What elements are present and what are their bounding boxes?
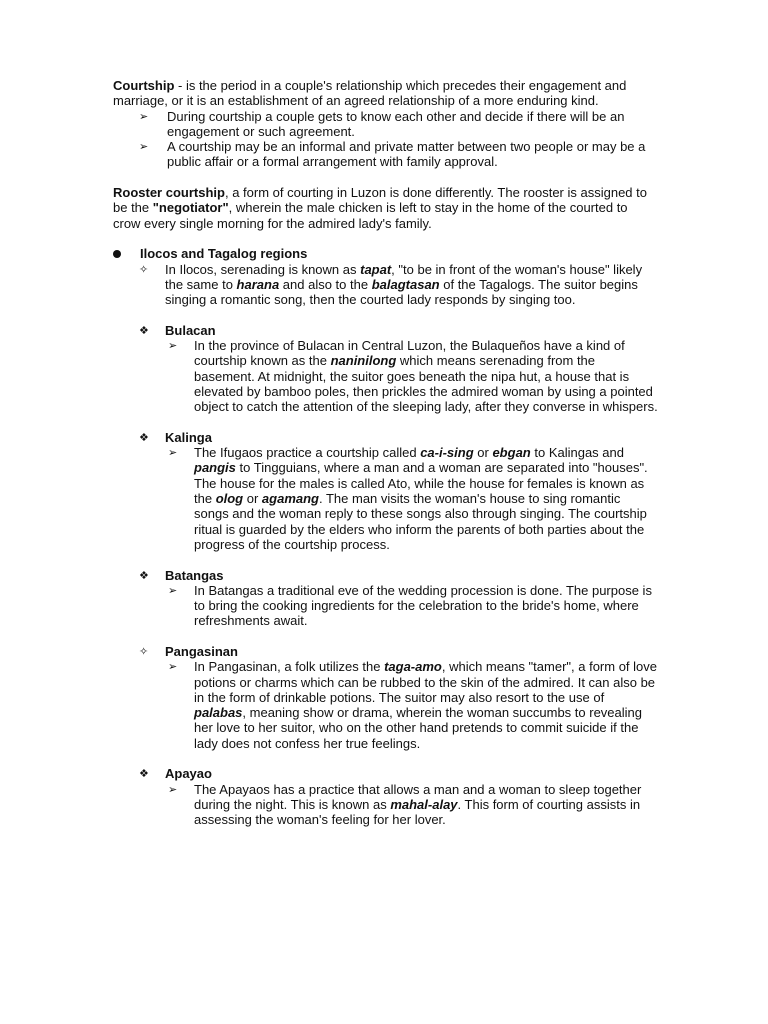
text-run: or <box>473 445 493 461</box>
list-item <box>113 139 658 170</box>
section-heading <box>113 323 658 338</box>
keyword: tapat <box>360 261 392 277</box>
keyword: ca-i-sing <box>420 445 474 461</box>
keyword: taga-amo <box>384 659 442 675</box>
text-run: which means serenading from the basement. At midnight, the suitor goes beneath the nipa hut, a house that is elevated by bamboo poles, then prickles the admired woman by using a pointed object to catch the attention of the sleeping lady, after they converse in whispers. <box>194 353 658 415</box>
section-heading <box>113 766 658 781</box>
list-item <box>113 109 658 140</box>
list-item <box>113 445 658 552</box>
keyword: olog <box>215 491 244 507</box>
list-item <box>113 583 658 629</box>
text-run: to Tingguians, where a man and a woman are separated into "houses". The house for the males is called Ato, while the house for females is known as the <box>194 460 648 507</box>
batangas-text: In Batangas a traditional eve of the wedding procession is done. The purpose is to bring the cooking ingredients for the celebration to the bride's home, where refreshments await. <box>194 582 652 629</box>
courtship-bullet-2: A courtship may be an informal and private matter between two people or may be a public affair or a formal arrangement with family approval. <box>167 139 646 170</box>
diamond-bullet-icon: ❖ <box>139 323 149 337</box>
arrow-bullet-icon: ➢ <box>168 583 178 597</box>
batangas-title: Batangas <box>165 567 224 583</box>
arrow-bullet-icon: ➢ <box>168 446 178 460</box>
rooster-paragraph <box>113 185 658 231</box>
list-item <box>113 338 658 414</box>
courtship-term: Courtship <box>113 78 175 93</box>
text-run: to Kalingas and <box>530 445 624 461</box>
keyword: harana <box>236 276 280 292</box>
text-run: The Apayaos has a practice that allows a man and a woman to sleep together during the night. This is known as <box>194 781 642 812</box>
apayao-title: Apayao <box>165 766 212 782</box>
keyword: balagtasan <box>371 276 440 292</box>
courtship-paragraph <box>113 78 658 109</box>
text-run: . This form of courting assists in assessing the woman's feeling for her lover. <box>194 796 641 828</box>
diamond-bullet-icon: ✧ <box>139 262 149 276</box>
rooster-text: , a form of courting in Luzon is done differently. The rooster is assigned to be the <box>113 185 647 216</box>
text-run: In the province of Bulacan in Central Luzon, the Bulaqueños have a kind of courtship known as the <box>194 338 625 369</box>
keyword: palabas <box>194 705 243 721</box>
list-item <box>113 782 658 828</box>
keyword: mahal-alay <box>390 796 458 812</box>
text-run: of the Tagalogs. The suitor begins singing a romantic song, then the courted lady responds by singing too. <box>165 276 638 308</box>
negotiator-keyword: "negotiator" <box>152 200 229 216</box>
diamond-bullet-icon: ❖ <box>139 767 149 781</box>
text-run: The Ifugaos practice a courtship called <box>194 445 421 461</box>
keyword: naninilong <box>330 353 397 369</box>
text-run: and also to the <box>279 276 372 292</box>
keyword: agamang <box>261 491 319 507</box>
diamond-bullet-icon: ❖ <box>139 568 149 582</box>
arrow-bullet-icon: ➢ <box>168 339 178 353</box>
text-run: . The man visits the woman's house to sing romantic songs and the woman reply to these songs also through singing. The courtship ritual is guarded by the elders who inform the parents of both parties about the progress of the courtship process. <box>194 491 647 552</box>
apayao-text <box>194 782 658 828</box>
list-item <box>113 262 658 308</box>
keyword: ebgan <box>492 445 531 461</box>
diamond-bullet-icon: ❖ <box>139 430 149 444</box>
pangasinan-text <box>194 659 658 751</box>
rooster-term: Rooster courtship <box>113 185 225 201</box>
arrow-bullet-icon: ➢ <box>139 140 149 154</box>
bulacan-title: Bulacan <box>165 322 216 338</box>
kalinga-title: Kalinga <box>165 429 212 445</box>
text-run: , meaning show or drama, wherein the woman succumbs to revealing her love to her suitor, who on the other hand pretends to commit suicide if the lady does not confess her true feelings. <box>194 705 643 751</box>
keyword: pangis <box>194 460 236 476</box>
rooster-text: , wherein the male chicken is left to stay in the home of the courted to crow every single morning for the admired lady's family. <box>113 200 628 231</box>
document-page <box>113 78 658 828</box>
text-run: , "to be in front of the woman's house" likely the same to <box>165 261 643 292</box>
bulacan-text <box>194 338 658 414</box>
section-heading <box>113 568 658 583</box>
courtship-definition: - is the period in a couple's relationship which precedes their engagement and marriage, or it is an establishment of an agreed relationship of a more enduring kind. <box>113 78 627 109</box>
pangasinan-title: Pangasinan <box>165 643 238 659</box>
text-run: In Pangasinan, a folk utilizes the <box>194 659 385 675</box>
arrow-bullet-icon: ➢ <box>139 109 149 123</box>
arrow-bullet-icon: ➢ <box>168 782 178 796</box>
diamond-bullet-icon: ✧ <box>139 644 149 658</box>
text-run: In Ilocos, serenading is known as <box>165 261 361 277</box>
arrow-bullet-icon: ➢ <box>168 660 178 674</box>
text-run: , which means "tamer", a form of love potions or charms which can be rubbed to the skin of the admired. It can also be in the form of drinkable potions. The suitor may also resort to the use of <box>194 659 658 705</box>
courtship-bullet-1: During courtship a couple gets to know each other and decide if there will be an engagement or such agreement. <box>167 108 625 139</box>
round-bullet-icon <box>113 246 137 261</box>
section-heading <box>113 644 658 659</box>
regions-heading <box>113 246 658 261</box>
ilocos-text <box>165 262 658 308</box>
list-item <box>113 659 658 751</box>
regions-title: Ilocos and Tagalog regions <box>140 246 308 262</box>
kalinga-text <box>194 445 658 552</box>
section-heading <box>113 430 658 445</box>
text-run: or <box>243 491 262 507</box>
